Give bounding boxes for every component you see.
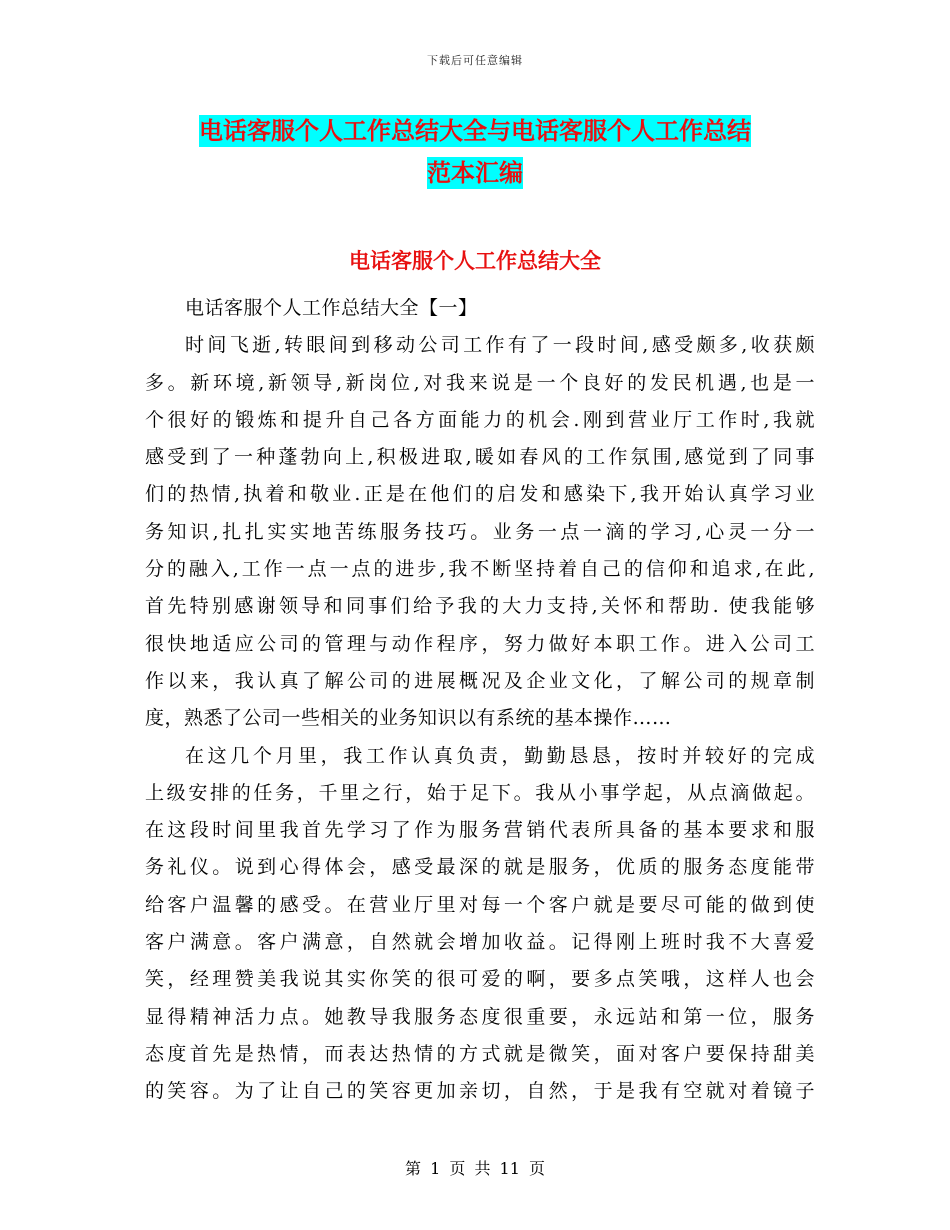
text-line: 态度首先是热情，而表达热情的方式就是微笑，面对客户要保持甜美 <box>145 1042 815 1065</box>
document-title-line-1: 电话客服个人工作总结大全与电话客服个人工作总结 <box>199 117 751 145</box>
text-line: 给客户温馨的感受。在营业厅里对每一个客户就是要尽可能的做到使 <box>145 893 815 916</box>
text-line: 的笑容。为了让自己的笑容更加亲切，自然，于是我有空就对着镜子 <box>145 1080 815 1103</box>
text-line: 度，熟悉了公司一些相关的业务知识以有系统的基本操作…… <box>145 707 672 730</box>
section-title: 电话客服个人工作总结大全 <box>349 249 601 273</box>
text-line: 客户满意。客户满意，自然就会增加收益。记得刚上班时我不大喜爱 <box>145 931 815 954</box>
text-line: 分的融入,工作一点一点的进步,我不断坚持着自己的信仰和追求,在此, <box>145 558 815 581</box>
text-line: 多。新环境,新领导,新岗位,对我来说是一个良好的发民机遇,也是一 <box>145 371 815 394</box>
text-line: 首先特别感谢领导和同事们给予我的大力支持,关怀和帮助. 使我能够 <box>145 595 815 618</box>
text-line: 在这几个月里，我工作认真负责，勤勤恳恳，按时并较好的完成 <box>185 744 815 767</box>
text-line: 务知识,扎扎实实地苦练服务技巧。业务一点一滴的学习,心灵一分一 <box>145 520 815 543</box>
body-text <box>145 290 815 1111</box>
subsection-heading: 电话客服个人工作总结大全【一】 <box>185 297 478 319</box>
page-header-note: 下载后可任意编辑 <box>427 54 523 67</box>
text-line: 时间飞逝,转眼间到移动公司工作有了一段时间,感受颇多,收获颇 <box>185 334 815 357</box>
text-line: 们的热情,执着和敬业.正是在他们的启发和感染下,我开始认真学习业 <box>145 483 815 506</box>
text-line: 作以来，我认真了解公司的进展概况及企业文化，了解公司的规章制 <box>145 669 815 692</box>
text-line: 很快地适应公司的管理与动作程序，努力做好本职工作。进入公司工 <box>145 632 815 655</box>
document-title <box>140 110 810 194</box>
text-line: 个很好的锻炼和提升自己各方面能力的机会.刚到营业厅工作时,我就 <box>145 408 815 431</box>
text-line: 显得精神活力点。她教导我服务态度很重要，永远站和第一位，服务 <box>145 1005 815 1028</box>
text-line: 笑，经理赞美我说其实你笑的很可爱的啊，要多点笑哦，这样人也会 <box>145 968 815 991</box>
text-line: 在这段时间里我首先学习了作为服务营销代表所具备的基本要求和服 <box>145 819 815 842</box>
text-line: 务礼仪。说到心得体会，感受最深的就是服务，优质的服务态度能带 <box>145 856 815 879</box>
text-line: 上级安排的任务，千里之行，始于足下。我从小事学起，从点滴做起。 <box>145 781 815 804</box>
page-number: 第 1 页 共 11 页 <box>405 1159 545 1178</box>
text-line: 感受到了一种蓬勃向上,积极进取,暖如春风的工作氛围,感觉到了同事 <box>145 446 815 469</box>
document-title-line-2: 范本汇编 <box>427 159 523 187</box>
